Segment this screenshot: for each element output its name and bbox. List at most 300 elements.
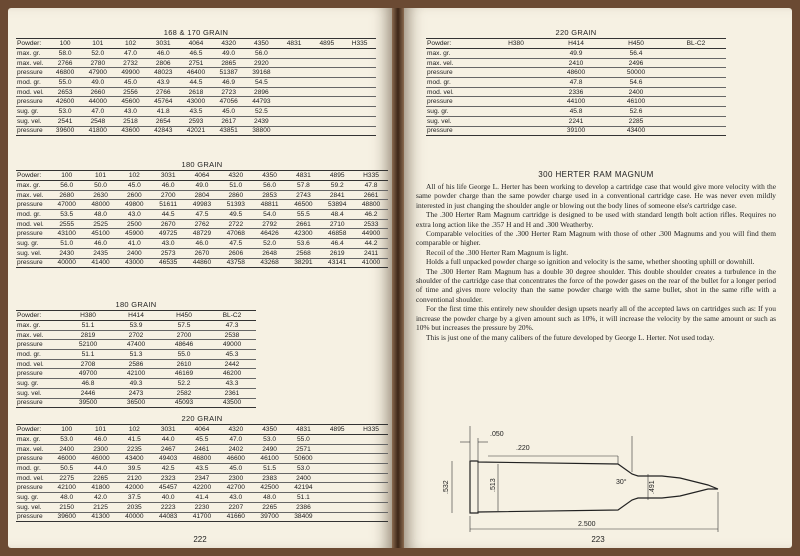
table-cell: 2618 <box>180 87 213 97</box>
table-row <box>16 464 388 474</box>
table-cell: 40.0 <box>151 493 185 503</box>
article-paragraph: This is just one of the many calibers of the future developed by George L. Herter. Not used today. <box>426 332 715 342</box>
row-label: mod. gr. <box>16 78 49 88</box>
row-label: pressure <box>16 512 50 522</box>
row-label: pressure <box>16 200 50 210</box>
table-cell: 2722 <box>219 219 253 229</box>
table-cell: 46.0 <box>151 181 185 191</box>
table-row <box>16 493 388 503</box>
row-label: sug. gr. <box>16 107 49 117</box>
table-cell: 2804 <box>185 190 219 200</box>
table-cell: 47056 <box>212 97 245 107</box>
table-cell <box>343 49 376 59</box>
table-row <box>16 87 376 97</box>
table-cell: 2265 <box>84 473 118 483</box>
table-cell: 2439 <box>245 116 278 126</box>
table-row <box>16 97 376 107</box>
table-cell: 49700 <box>64 369 112 379</box>
table-cell: 44.5 <box>180 78 213 88</box>
column-header: Powder: <box>16 171 50 181</box>
load-table-section <box>16 160 388 268</box>
table-cell: 51.5 <box>253 464 287 474</box>
row-label: max. vel. <box>16 444 50 454</box>
table-cell: 53.0 <box>50 435 84 445</box>
table-cell: 2533 <box>354 219 388 229</box>
table-cell: 46169 <box>160 369 208 379</box>
load-data-table <box>426 38 726 136</box>
table-row <box>16 107 376 117</box>
table-cell: 2461 <box>185 444 219 454</box>
table-cell: 2654 <box>147 116 180 126</box>
table-row <box>16 512 388 522</box>
table-cell: 46000 <box>50 454 84 464</box>
row-label: pressure <box>16 97 49 107</box>
table-cell: 46426 <box>253 229 287 239</box>
column-header: 4320 <box>219 171 253 181</box>
row-label: mod. gr. <box>16 350 64 360</box>
article-body <box>416 182 776 342</box>
table-cell: 40000 <box>117 512 151 522</box>
table-cell: 47.5 <box>219 239 253 249</box>
row-label: max. vel. <box>16 330 64 340</box>
table-cell <box>310 58 343 68</box>
table-cell: 49.9 <box>546 49 606 59</box>
table-cell: 46800 <box>185 454 219 464</box>
table-cell: 2446 <box>64 388 112 398</box>
table-cell <box>354 464 388 474</box>
table-row <box>16 126 376 136</box>
table-cell: 39600 <box>50 512 84 522</box>
row-label: sug. vel. <box>16 116 49 126</box>
table-cell: 2841 <box>320 190 354 200</box>
table-cell: 48729 <box>185 229 219 239</box>
table-cell: 2661 <box>354 190 388 200</box>
column-header: 4320 <box>219 425 253 435</box>
row-label: pressure <box>16 483 50 493</box>
table-cell: 2732 <box>114 58 147 68</box>
base-diameter-label: .532 <box>443 480 450 494</box>
table-row <box>16 116 376 126</box>
table-cell: 2920 <box>245 58 278 68</box>
table-cell: 49.0 <box>185 181 219 191</box>
table-row <box>426 78 726 88</box>
table-cell: 55.0 <box>160 350 208 360</box>
table-cell: 46.0 <box>84 239 118 249</box>
table-cell <box>486 126 546 136</box>
table-cell: 2411 <box>354 248 388 258</box>
table-row <box>16 68 376 78</box>
table-cell: 2600 <box>117 190 151 200</box>
table-cell: 58.0 <box>49 49 82 59</box>
article <box>416 170 776 342</box>
table-cell: 2500 <box>117 219 151 229</box>
table-cell: 40000 <box>50 258 84 268</box>
table-cell <box>278 126 311 136</box>
column-header: H380 <box>486 39 546 49</box>
column-header: 101 <box>84 171 118 181</box>
table-row <box>16 473 388 483</box>
row-label: mod. vel. <box>16 473 50 483</box>
row-label: pressure <box>16 398 64 408</box>
table-cell <box>666 68 726 78</box>
table-cell: 45.8 <box>546 107 606 117</box>
table-row <box>16 359 256 369</box>
table-cell <box>320 464 354 474</box>
table-cell: 50.5 <box>50 464 84 474</box>
table-row <box>16 388 256 398</box>
table-cell: 48.0 <box>253 493 287 503</box>
table-cell: 43.9 <box>147 78 180 88</box>
table-row <box>16 258 388 268</box>
article-paragraph: Holds a full unpacked powder charge so ignition and velocity is the same, whether shooting uphill or downhill. <box>426 257 755 267</box>
column-header: H450 <box>606 39 666 49</box>
table-cell <box>354 512 388 522</box>
table-cell: 2235 <box>117 444 151 454</box>
table-cell <box>666 49 726 59</box>
article-paragraph: Comparable velocities of the .300 Herter Ram Magnum with those of other .300 Magnums and you will find them comparable or higher. <box>416 229 776 248</box>
table-header-row <box>16 39 376 49</box>
table-cell: 42300 <box>287 229 321 239</box>
table-cell: 45093 <box>160 398 208 408</box>
table-cell <box>310 97 343 107</box>
table-cell <box>666 116 726 126</box>
table-cell: 2653 <box>49 87 82 97</box>
table-cell <box>343 87 376 97</box>
table-cell <box>354 454 388 464</box>
table-cell <box>354 473 388 483</box>
table-cell: 43.0 <box>151 239 185 249</box>
table-cell: 2708 <box>64 359 112 369</box>
table-cell: 2555 <box>50 219 84 229</box>
table-cell <box>320 502 354 512</box>
table-cell: 41700 <box>185 512 219 522</box>
article-paragraph: The .300 Herter Ram Magnum cartridge is designed to be used with standard length bolt action rifles. Requires no extra long action like the .357 H and H and .300 Weatherby. <box>416 210 776 229</box>
column-header: 4895 <box>310 39 343 49</box>
table-row <box>16 239 388 249</box>
table-cell: 55.0 <box>49 78 82 88</box>
table-cell: 42000 <box>117 483 151 493</box>
table-title: 180 GRAIN <box>181 160 223 169</box>
table-cell <box>354 435 388 445</box>
load-table-section <box>16 300 256 408</box>
table-cell: 2556 <box>114 87 147 97</box>
table-cell: 52.5 <box>245 107 278 117</box>
table-cell: 56.4 <box>606 49 666 59</box>
table-cell: 2347 <box>185 473 219 483</box>
table-cell: 46535 <box>151 258 185 268</box>
load-data-table <box>16 38 376 136</box>
table-cell: 2120 <box>117 473 151 483</box>
table-cell <box>278 107 311 117</box>
column-header: 3031 <box>151 425 185 435</box>
table-cell: 44100 <box>546 97 606 107</box>
table-cell: 46000 <box>84 454 118 464</box>
table-cell: 44000 <box>81 97 114 107</box>
column-header: 100 <box>50 171 84 181</box>
table-cell: 50000 <box>606 68 666 78</box>
article-paragraph: Recoil of the .300 Herter Ram Magnum is light. <box>426 247 569 257</box>
row-label: max. gr. <box>16 435 50 445</box>
table-cell: 45.0 <box>219 464 253 474</box>
table-cell: 2496 <box>606 58 666 68</box>
column-header: 4350 <box>253 171 287 181</box>
table-cell: 43500 <box>208 398 256 408</box>
column-header: 4350 <box>253 425 287 435</box>
table-cell: 44793 <box>245 97 278 107</box>
table-cell: 45.5 <box>185 435 219 445</box>
load-table-section <box>16 28 376 136</box>
table-cell: 46.0 <box>185 239 219 249</box>
table-cell: 2700 <box>160 330 208 340</box>
table-cell <box>278 78 311 88</box>
column-header: 3031 <box>147 39 180 49</box>
table-cell: 53.0 <box>253 435 287 445</box>
table-cell: 45.0 <box>117 181 151 191</box>
table-cell <box>486 97 546 107</box>
table-cell: 2548 <box>81 116 114 126</box>
table-cell: 2442 <box>208 359 256 369</box>
table-cell: 38409 <box>287 512 321 522</box>
column-header: H380 <box>64 311 112 321</box>
table-cell: 50600 <box>287 454 321 464</box>
table-cell: 38800 <box>245 126 278 136</box>
table-cell <box>486 116 546 126</box>
table-cell: 51.1 <box>64 350 112 360</box>
table-row <box>16 321 256 331</box>
table-row <box>16 398 256 408</box>
table-cell: 2336 <box>546 87 606 97</box>
table-row <box>426 107 726 117</box>
table-cell: 2265 <box>253 502 287 512</box>
table-cell: 2410 <box>546 58 606 68</box>
table-cell: 43600 <box>114 126 147 136</box>
table-cell: 2541 <box>49 116 82 126</box>
table-cell: 43.0 <box>114 107 147 117</box>
table-cell: 43268 <box>253 258 287 268</box>
table-cell: 47000 <box>50 200 84 210</box>
table-cell: 41300 <box>84 512 118 522</box>
table-cell: 2400 <box>117 248 151 258</box>
table-cell: 57.5 <box>160 321 208 331</box>
table-cell <box>278 116 311 126</box>
table-row <box>16 229 388 239</box>
table-cell: 2538 <box>208 330 256 340</box>
table-cell: 49.5 <box>219 210 253 220</box>
length-label: 2.500 <box>578 521 596 528</box>
table-row <box>426 68 726 78</box>
book-gutter <box>392 8 404 548</box>
table-cell: 49725 <box>151 229 185 239</box>
table-cell: 2762 <box>185 219 219 229</box>
table-cell <box>320 435 354 445</box>
table-cell: 2241 <box>546 116 606 126</box>
load-data-table <box>16 424 388 522</box>
table-cell: 43000 <box>180 97 213 107</box>
article-paragraph: All of his life George L. Herter has been working to develop a cartridge case that would give more velocity with the same powder charge than the same powder charge used in a conventional cartridge case. He was never even mildly interested in just changing the shoulder angle or blowing out the body lines of someone else's cartridge case. <box>416 182 776 210</box>
table-cell: 51.3 <box>112 350 160 360</box>
row-label: pressure <box>16 340 64 350</box>
table-cell: 41400 <box>84 258 118 268</box>
column-header: Powder: <box>426 39 486 49</box>
table-cell: 2606 <box>219 248 253 258</box>
row-label: sug. gr. <box>16 239 50 249</box>
table-cell <box>278 97 311 107</box>
table-cell: 2680 <box>50 190 84 200</box>
table-row <box>16 435 388 445</box>
load-table-section <box>16 414 388 522</box>
table-cell: 59.2 <box>320 181 354 191</box>
table-row <box>16 219 388 229</box>
table-cell <box>310 78 343 88</box>
table-cell: 2525 <box>84 219 118 229</box>
table-cell <box>320 444 354 454</box>
table-cell: 41800 <box>81 126 114 136</box>
table-cell: 48.4 <box>320 210 354 220</box>
table-row <box>16 454 388 464</box>
column-header: 4064 <box>185 425 219 435</box>
table-cell: 46.4 <box>320 239 354 249</box>
table-cell <box>486 78 546 88</box>
table-row <box>426 116 726 126</box>
column-header: Powder: <box>16 311 64 321</box>
table-cell: 2780 <box>81 58 114 68</box>
table-title: 220 GRAIN <box>555 28 597 37</box>
row-label: pressure <box>16 229 50 239</box>
column-header: 101 <box>84 425 118 435</box>
table-cell: 39500 <box>64 398 112 408</box>
column-header: 4064 <box>185 171 219 181</box>
table-cell: 2035 <box>117 502 151 512</box>
table-cell: 2610 <box>160 359 208 369</box>
table-cell: 43851 <box>212 126 245 136</box>
table-row <box>426 58 726 68</box>
table-cell: 2860 <box>219 190 253 200</box>
table-row <box>16 483 388 493</box>
table-cell: 41.5 <box>117 435 151 445</box>
table-cell: 46800 <box>49 68 82 78</box>
table-cell: 2285 <box>606 116 666 126</box>
table-cell <box>354 502 388 512</box>
table-cell: 47.8 <box>546 78 606 88</box>
table-cell <box>320 473 354 483</box>
table-cell: 2896 <box>245 87 278 97</box>
table-cell: 39600 <box>49 126 82 136</box>
table-cell <box>354 483 388 493</box>
load-data-table <box>16 170 388 268</box>
table-cell: 47.0 <box>114 49 147 59</box>
table-cell: 2490 <box>253 444 287 454</box>
table-row <box>16 502 388 512</box>
table-cell <box>310 107 343 117</box>
table-cell: 48000 <box>84 200 118 210</box>
column-header: H414 <box>546 39 606 49</box>
table-cell: 45764 <box>147 97 180 107</box>
table-cell: 43141 <box>320 258 354 268</box>
table-cell: 42194 <box>287 483 321 493</box>
table-cell: 41.8 <box>147 107 180 117</box>
table-cell: 48.0 <box>84 210 118 220</box>
table-cell: 2150 <box>50 502 84 512</box>
column-header: 100 <box>49 39 82 49</box>
column-header: H335 <box>354 425 388 435</box>
table-cell: 51.0 <box>219 181 253 191</box>
table-cell: 56.0 <box>253 181 287 191</box>
table-cell: 2435 <box>84 248 118 258</box>
row-label: sug. gr. <box>426 107 486 117</box>
table-header-row <box>16 311 256 321</box>
table-cell: 46200 <box>208 369 256 379</box>
table-row <box>16 210 388 220</box>
table-cell: 48800 <box>354 200 388 210</box>
column-header: Powder: <box>16 39 49 49</box>
column-header: H335 <box>343 39 376 49</box>
table-row <box>16 369 256 379</box>
column-header: 4895 <box>320 425 354 435</box>
table-cell: 49.0 <box>212 49 245 59</box>
table-cell: 2766 <box>147 87 180 97</box>
table-cell: 41000 <box>354 258 388 268</box>
article-paragraph: For the first time this entirely new shoulder design upsets nearly all of the accepted laws on cartridges such as: If you increase the powder charge by a given amount such as 10%, it will increase the velocity by the same amount or such as 10% but increases the pressure by 20%. <box>416 304 776 333</box>
row-label: pressure <box>426 97 486 107</box>
column-header: 100 <box>50 425 84 435</box>
table-cell: 47.3 <box>208 321 256 331</box>
table-cell: 45600 <box>114 97 147 107</box>
table-cell: 2582 <box>160 388 208 398</box>
table-cell: 2323 <box>151 473 185 483</box>
table-cell: 2361 <box>208 388 256 398</box>
table-cell <box>310 126 343 136</box>
table-title: 220 GRAIN <box>181 414 223 423</box>
article-paragraph: The .300 Herter Ram Magnum has a double 30 degree shoulder. This double shoulder creates a turbulence in the shoulder of the cartridge case that concentrates the force of the powder gases on the rear of the bullet for a longer period of time and gives more velocity than the same powder charge with the same bullet, shot in the same rifle with a conventional shoulder. <box>416 266 776 304</box>
table-cell: 47.5 <box>185 210 219 220</box>
column-header: BL-C2 <box>208 311 256 321</box>
table-cell: 45.3 <box>208 350 256 360</box>
table-cell: 2630 <box>84 190 118 200</box>
table-cell: 49.0 <box>81 78 114 88</box>
table-cell: 57.8 <box>287 181 321 191</box>
page-number: 223 <box>591 535 605 544</box>
table-cell: 43.0 <box>117 210 151 220</box>
table-cell: 49000 <box>208 340 256 350</box>
row-label: sug. gr. <box>16 493 50 503</box>
column-header: 102 <box>117 425 151 435</box>
table-cell <box>486 58 546 68</box>
table-row <box>16 58 376 68</box>
row-label: max. gr. <box>16 49 49 59</box>
table-cell <box>343 116 376 126</box>
table-row <box>16 49 376 59</box>
cartridge-diagram <box>418 416 778 538</box>
column-header: BL-C2 <box>666 39 726 49</box>
row-label: max. gr. <box>16 321 64 331</box>
table-cell: 53.9 <box>112 321 160 331</box>
table-cell: 2700 <box>151 190 185 200</box>
table-row <box>16 181 388 191</box>
row-label: pressure <box>16 454 50 464</box>
table-cell: 44900 <box>354 229 388 239</box>
column-header: 4831 <box>287 171 321 181</box>
table-cell: 2743 <box>287 190 321 200</box>
table-cell <box>320 512 354 522</box>
table-cell <box>320 454 354 464</box>
table-cell: 53894 <box>320 200 354 210</box>
row-label: mod. vel. <box>426 87 486 97</box>
table-cell: 41800 <box>84 483 118 493</box>
table-cell: 2402 <box>219 444 253 454</box>
row-label: mod. gr. <box>16 210 50 220</box>
table-cell: 46.0 <box>147 49 180 59</box>
table-cell: 51.1 <box>64 321 112 331</box>
